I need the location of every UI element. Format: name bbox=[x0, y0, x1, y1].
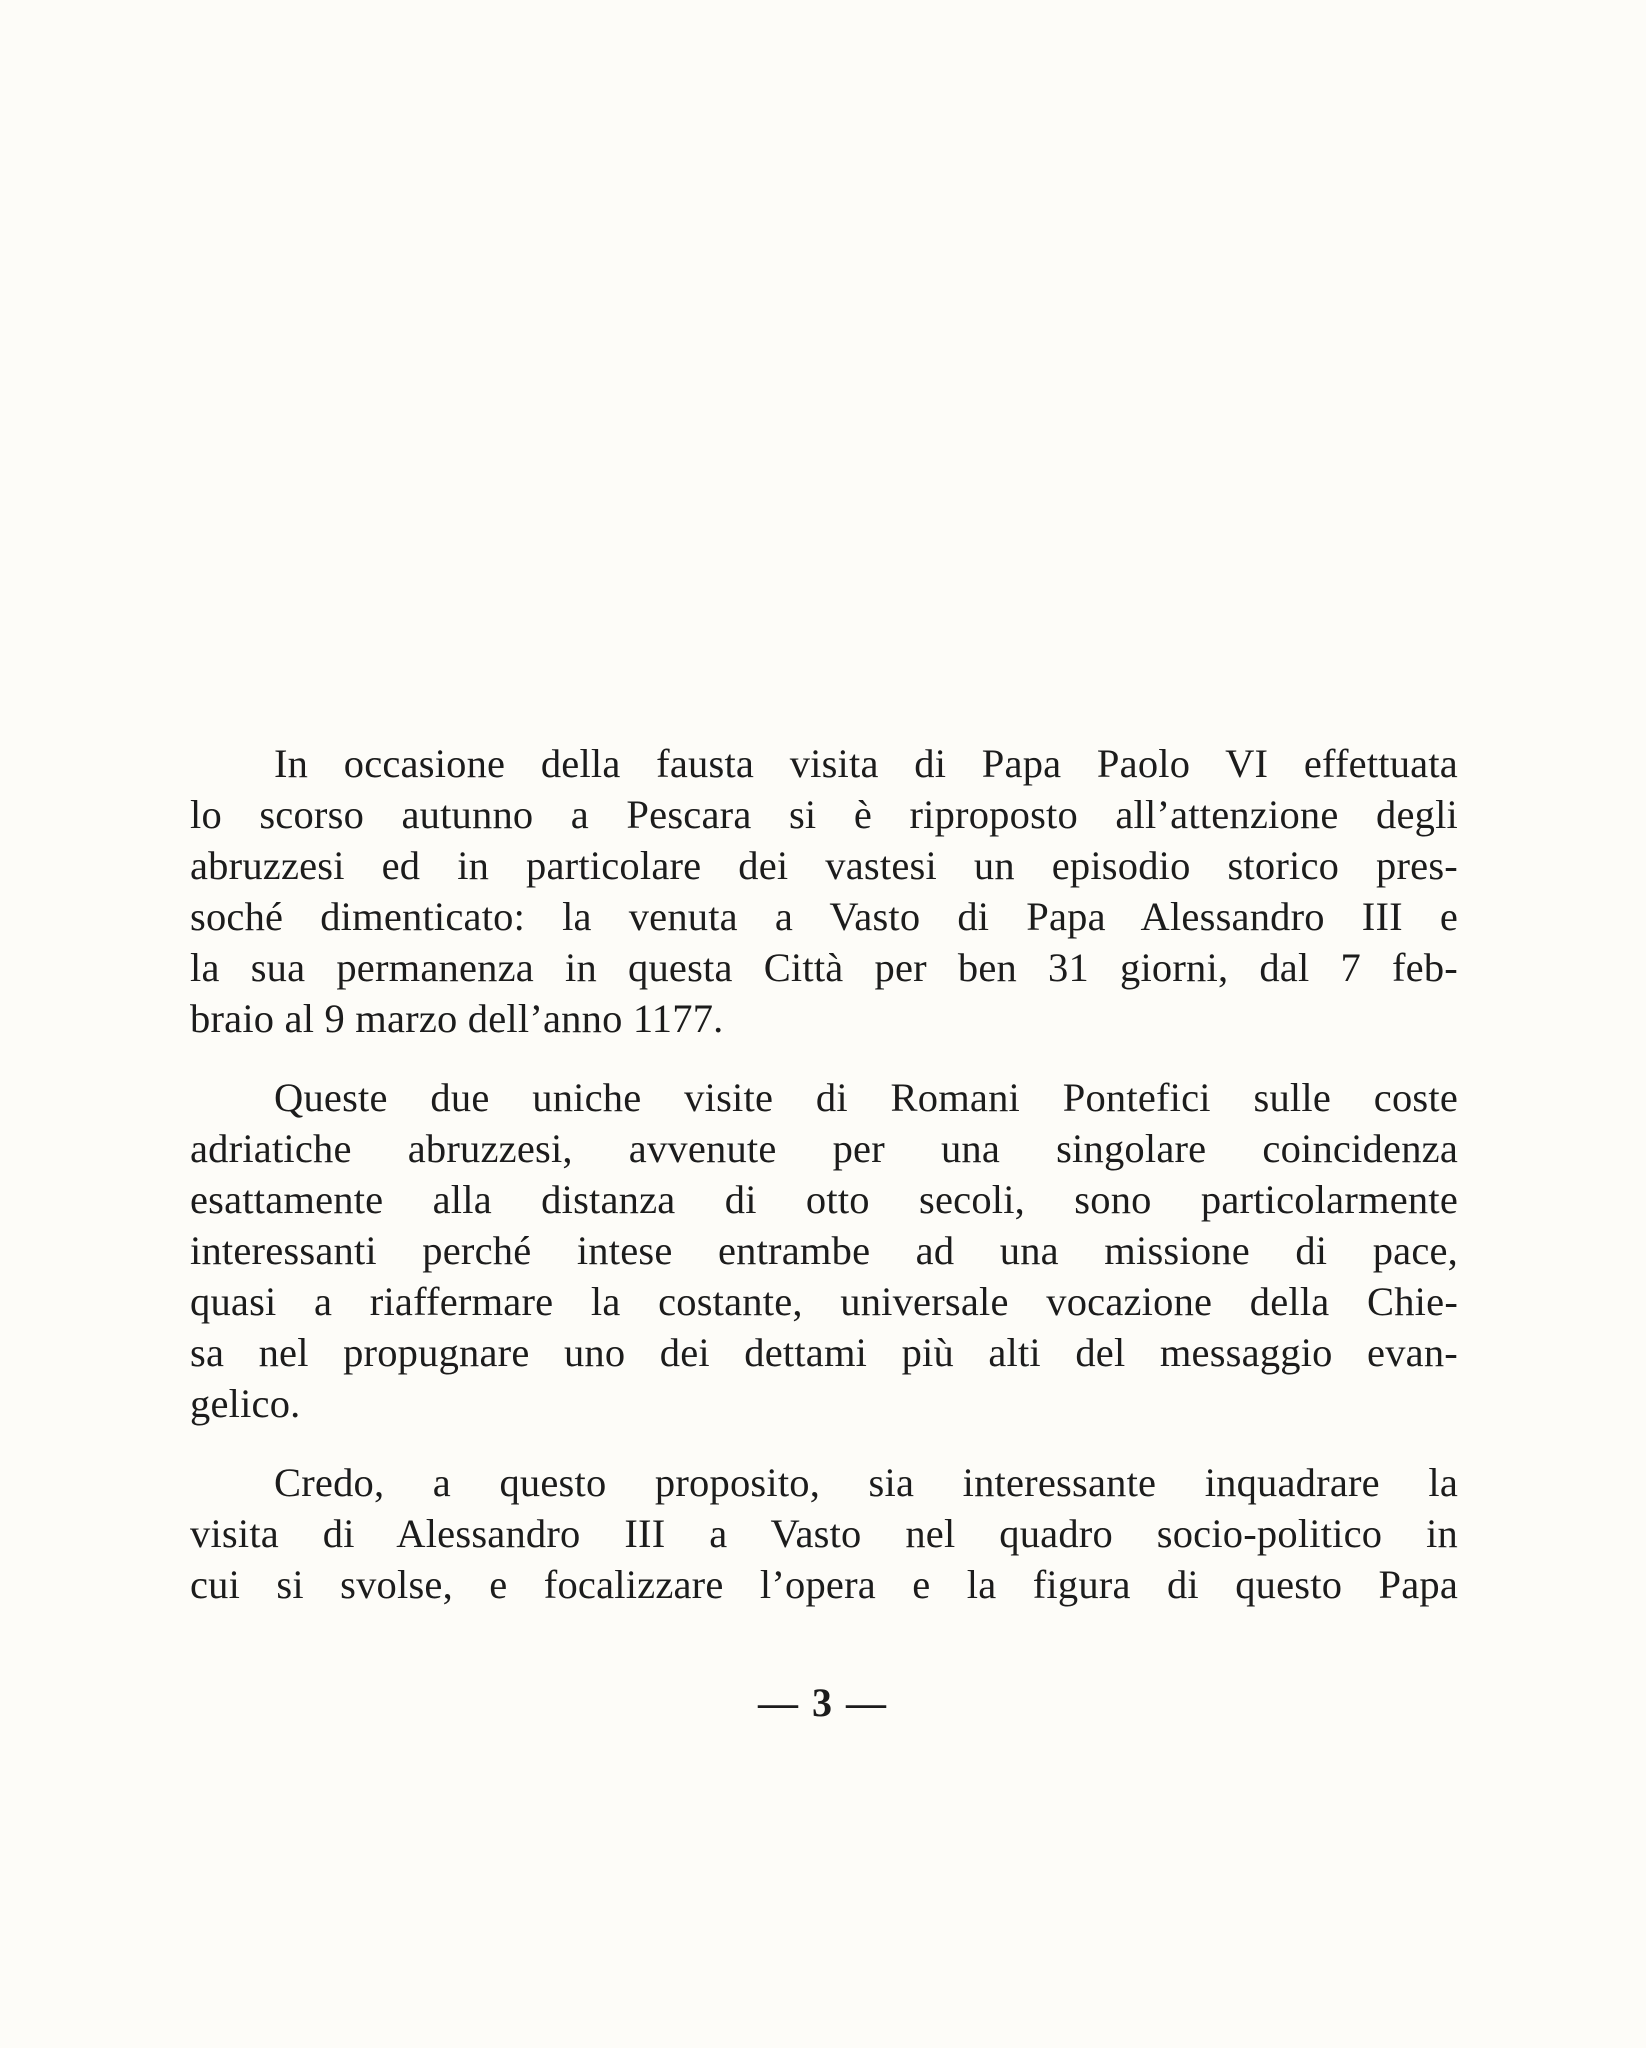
text-line: abruzzesi ed in particolare dei vastesi un episodio storico pres- bbox=[190, 843, 1458, 888]
paragraph-2 bbox=[190, 1072, 1458, 1429]
text-line: cui si svolse, e focalizzare l’opera e la figura di questo Papa bbox=[190, 1562, 1458, 1607]
text-line: lo scorso autunno a Pescara si è riproposto all’attenzione degli bbox=[190, 792, 1458, 837]
text-line: visita di Alessandro III a Vasto nel quadro socio-politico in bbox=[190, 1511, 1458, 1556]
text-line: soché dimenticato: la venuta a Vasto di Papa Alessandro III e bbox=[190, 894, 1458, 939]
text-line: quasi a riaffermare la costante, universale vocazione della Chie- bbox=[190, 1279, 1458, 1324]
text-line: Credo, a questo proposito, sia interessante inquadrare la bbox=[274, 1460, 1458, 1505]
text-line: gelico. bbox=[190, 1381, 301, 1426]
paragraph-1 bbox=[190, 738, 1458, 1044]
paragraph-3 bbox=[190, 1457, 1458, 1610]
text-line: Queste due uniche visite di Romani Pontefici sulle coste bbox=[274, 1075, 1458, 1120]
text-line: interessanti perché intese entrambe ad una missione di pace, bbox=[190, 1228, 1458, 1273]
text-line: esattamente alla distanza di otto secoli, sono particolarmente bbox=[190, 1177, 1458, 1222]
body-text bbox=[190, 738, 1458, 1610]
text-line: In occasione della fausta visita di Papa Paolo VI effettuata bbox=[274, 741, 1458, 786]
page-number: — 3 — bbox=[758, 1680, 888, 1725]
text-line: adriatiche abruzzesi, avvenute per una singolare coincidenza bbox=[190, 1126, 1458, 1171]
text-line: sa nel propugnare uno dei dettami più alti del messaggio evan- bbox=[190, 1330, 1458, 1375]
text-line: la sua permanenza in questa Città per ben 31 giorni, dal 7 feb- bbox=[190, 945, 1458, 990]
text-line: braio al 9 marzo dell’anno 1177. bbox=[190, 996, 724, 1041]
